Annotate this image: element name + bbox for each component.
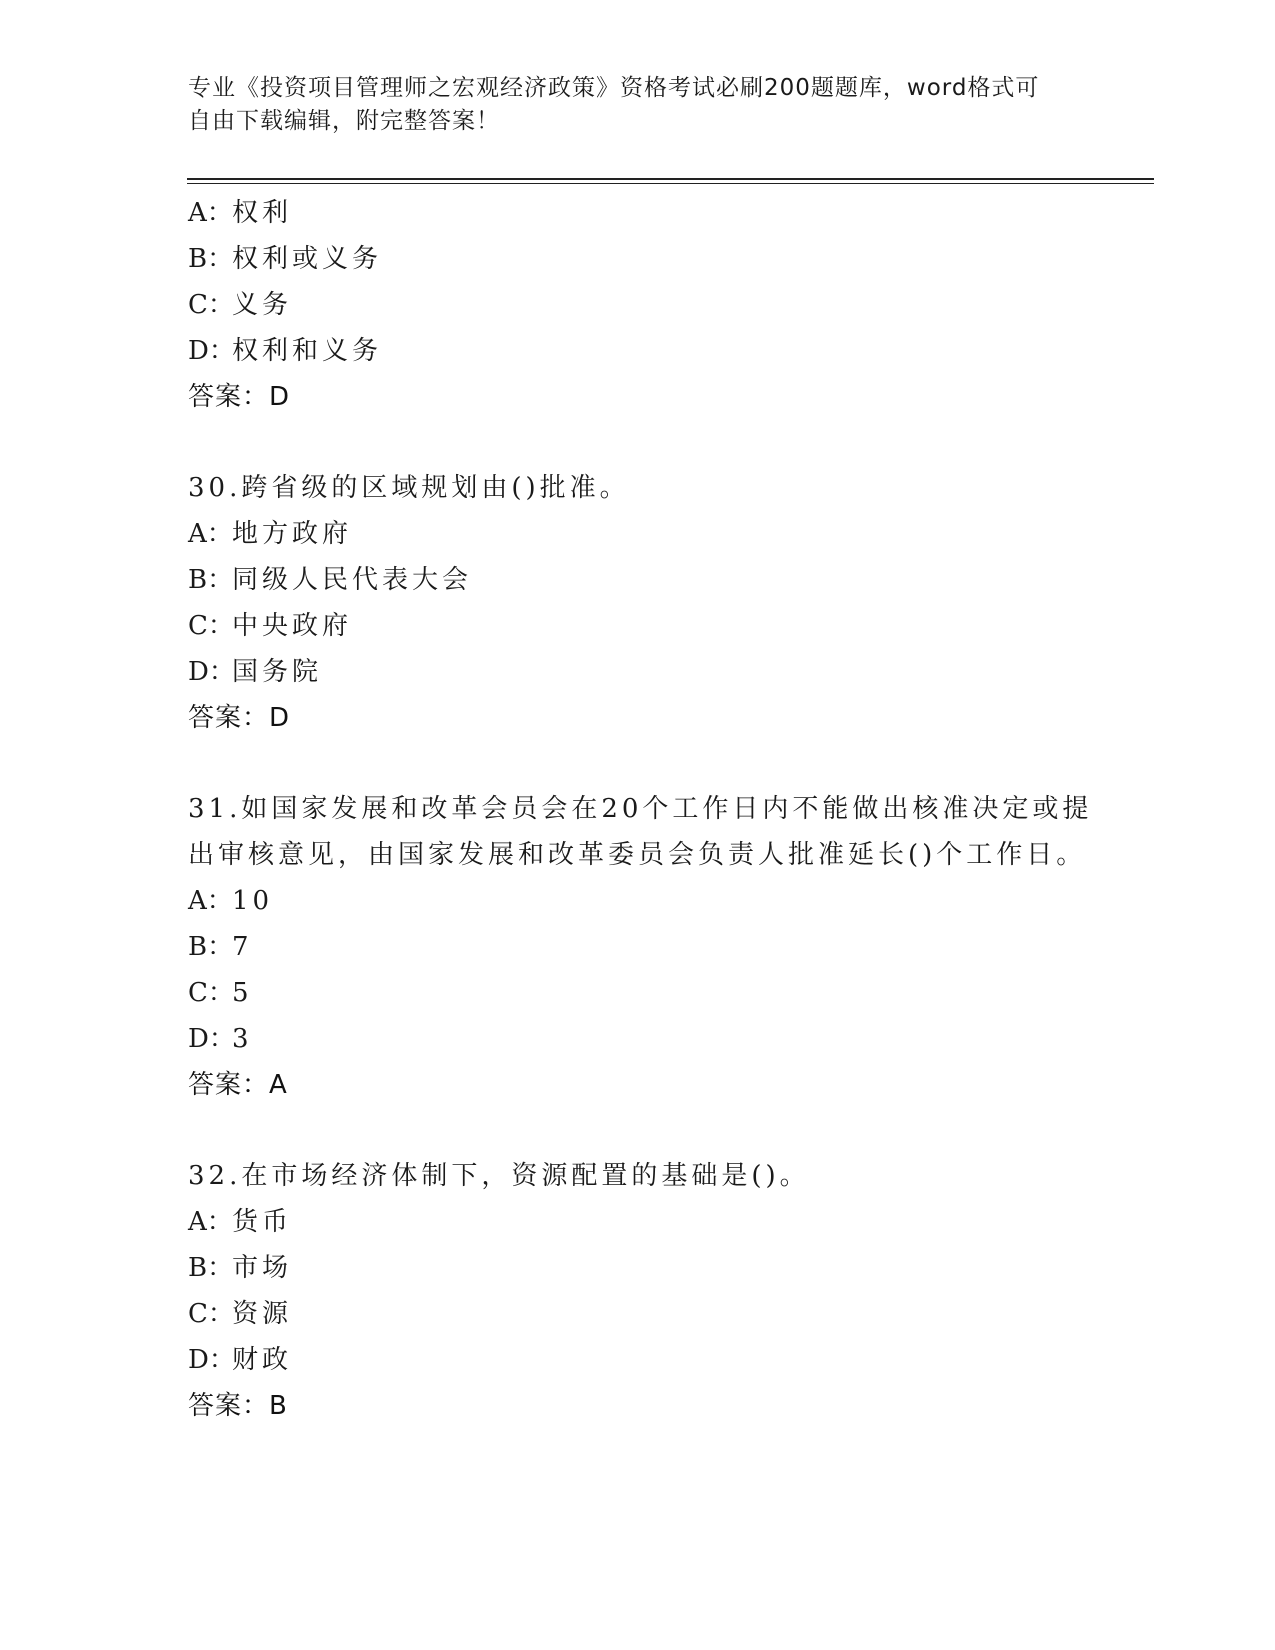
question-stem-line-1: 31.如国家发展和改革会员会在20个工作日内不能做出核准决定或提 xyxy=(188,794,1093,824)
question-list xyxy=(188,190,1093,1429)
option-d: D：财政 xyxy=(188,1345,293,1375)
option-d: D：3 xyxy=(188,1024,253,1054)
option-a: A：权利 xyxy=(188,198,293,228)
header-title-line-1: 专业《投资项目管理师之宏观经济政策》资格考试必刷200题题库，word格式可 xyxy=(188,75,1040,101)
document-header xyxy=(188,72,1068,138)
answer-line: 答案：D xyxy=(188,382,291,412)
answer-line: 答案：A xyxy=(188,1070,288,1100)
option-b: B：同级人民代表大会 xyxy=(188,565,473,595)
header-title-line-2: 自由下载编辑，附完整答案！ xyxy=(188,108,500,134)
option-a: A：地方政府 xyxy=(188,519,353,549)
question-block-30 xyxy=(188,465,1088,741)
header-divider-thick xyxy=(187,178,1154,180)
option-c: C：资源 xyxy=(188,1299,293,1329)
option-c: C：义务 xyxy=(188,290,293,320)
option-b: B：权利或义务 xyxy=(188,244,383,274)
spacer xyxy=(188,420,1088,465)
option-c: C：5 xyxy=(188,978,253,1008)
question-stem: 30.跨省级的区域规划由()批准。 xyxy=(188,473,630,503)
question-block-31 xyxy=(188,786,1093,1108)
option-a: A：10 xyxy=(188,886,274,916)
option-a: A：货币 xyxy=(188,1207,293,1237)
header-divider-thin xyxy=(187,183,1154,184)
question-stem: 32.在市场经济体制下，资源配置的基础是()。 xyxy=(188,1161,810,1191)
option-d: D：国务院 xyxy=(188,657,323,687)
question-stem-line-2: 出审核意见，由国家发展和改革委员会负责人批准延长()个工作日。 xyxy=(188,840,1087,870)
answer-line: 答案：D xyxy=(188,703,291,733)
option-b: B：市场 xyxy=(188,1253,293,1283)
answer-line: 答案：B xyxy=(188,1391,288,1421)
option-b: B：7 xyxy=(188,932,253,962)
spacer xyxy=(188,1108,1088,1153)
option-d: D：权利和义务 xyxy=(188,336,383,366)
option-c: C：中央政府 xyxy=(188,611,353,641)
question-block-32 xyxy=(188,1153,1088,1429)
question-block-29 xyxy=(188,190,1088,420)
spacer xyxy=(188,741,1088,786)
